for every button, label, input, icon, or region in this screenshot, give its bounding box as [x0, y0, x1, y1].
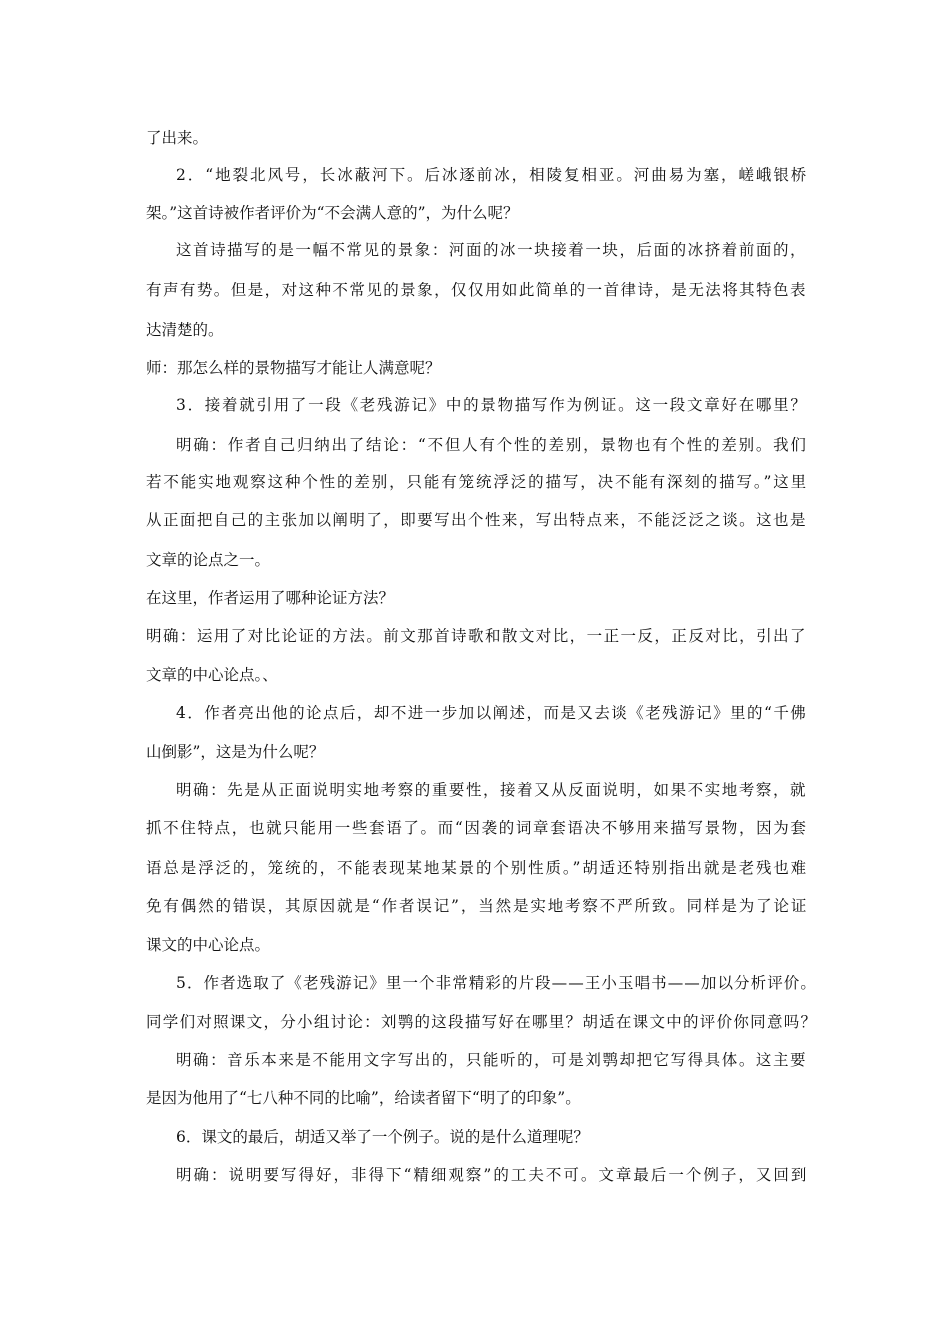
text-line: 明确：说明要写得好，非得下“精细观察”的工夫不可。文章最后一个例子，又回到 — [176, 1166, 809, 1184]
text-line: 明确：音乐本来是不能用文字写出的，只能听的，可是刘鹗却把它写得具体。这主要 — [176, 1051, 808, 1069]
text-line: 若不能实地观察这种个性的差别，只能有笼统浮泛的描写，决不能有深刻的描写。”这里 — [146, 473, 809, 491]
text-line: 课文的中心论点。 — [146, 936, 271, 954]
text-line: 在这里，作者运用了哪种论证方法？ — [146, 589, 395, 607]
text-line: 5．作者选取了《老残游记》里一个非常精彩的片段——王小玉唱书——加以分析评价。 — [176, 974, 817, 992]
text-line: 从正面把自己的主张加以阐明了，即要写出个性来，写出特点来，不能泛泛之谈。这也是 — [146, 511, 807, 529]
text-line: 语总是浮泛的，笼统的，不能表现某地某景的个别性质。”胡适还特别指出就是老残也难 — [146, 859, 809, 877]
text-line: 6．课文的最后，胡适又举了一个例子。说的是什么道理呢？ — [176, 1128, 589, 1146]
text-line: 师：那怎么样的景物描写才能让人满意呢？ — [146, 359, 441, 377]
text-line: 明确：作者自己归纳出了结论：“不但人有个性的差别，景物也有个性的差别。我们 — [176, 436, 808, 454]
text-line: 免有偶然的错误，其原因就是“作者误记”，当然是实地考察不严所致。同样是为了论证 — [146, 897, 809, 915]
text-line: 明确：先是从正面说明实地考察的重要性，接着又从反面说明，如果不实地考察，就 — [176, 781, 808, 799]
text-line: 山倒影”，这是为什么呢？ — [146, 743, 325, 761]
text-line: 文章的中心论点。、 — [146, 666, 278, 684]
text-line: 同学们对照课文，分小组讨论：刘鹗的这段描写好在哪里？胡适在课文中的评价你同意吗？ — [146, 1013, 818, 1031]
text-line: 文章的论点之一。 — [146, 551, 271, 569]
text-line: 达清楚的。 — [146, 321, 224, 339]
text-line: 4．作者亮出他的论点后，却不进一步加以阐述，而是又去谈《老残游记》里的“千佛 — [176, 704, 808, 722]
text-line: 抓不住特点，也就只能用一些套语了。而“因袭的词章套语决不够用来描写景物，因为套 — [146, 819, 808, 837]
text-line: 有声有势。但是，对这种不常见的景象，仅仅用如此简单的一首律诗，是无法将其特色表 — [146, 281, 807, 299]
text-line: 了出来。 — [146, 129, 209, 147]
text-line: 这首诗描写的是一幅不常见的景象：河面的冰一块接着一块，后面的冰挤着前面的， — [176, 241, 808, 259]
text-line: 3．接着就引用了一段《老残游记》中的景物描写作为例证。这一段文章好在哪里？ — [176, 396, 808, 414]
text-line: 架。”这首诗被作者评价为“不会满人意的”，为什么呢？ — [146, 204, 519, 222]
text-line: 2．“地裂北风号，长冰蔽河下。后冰逐前冰，相陵复相亚。河曲易为塞，嵯峨银桥 — [176, 166, 809, 184]
text-line: 是因为他用了“七八种不同的比喻”，给读者留下“明了的印象”。 — [146, 1089, 581, 1107]
text-line: 明确：运用了对比论证的方法。前文那首诗歌和散文对比，一正一反，正反对比，引出了 — [146, 627, 807, 645]
